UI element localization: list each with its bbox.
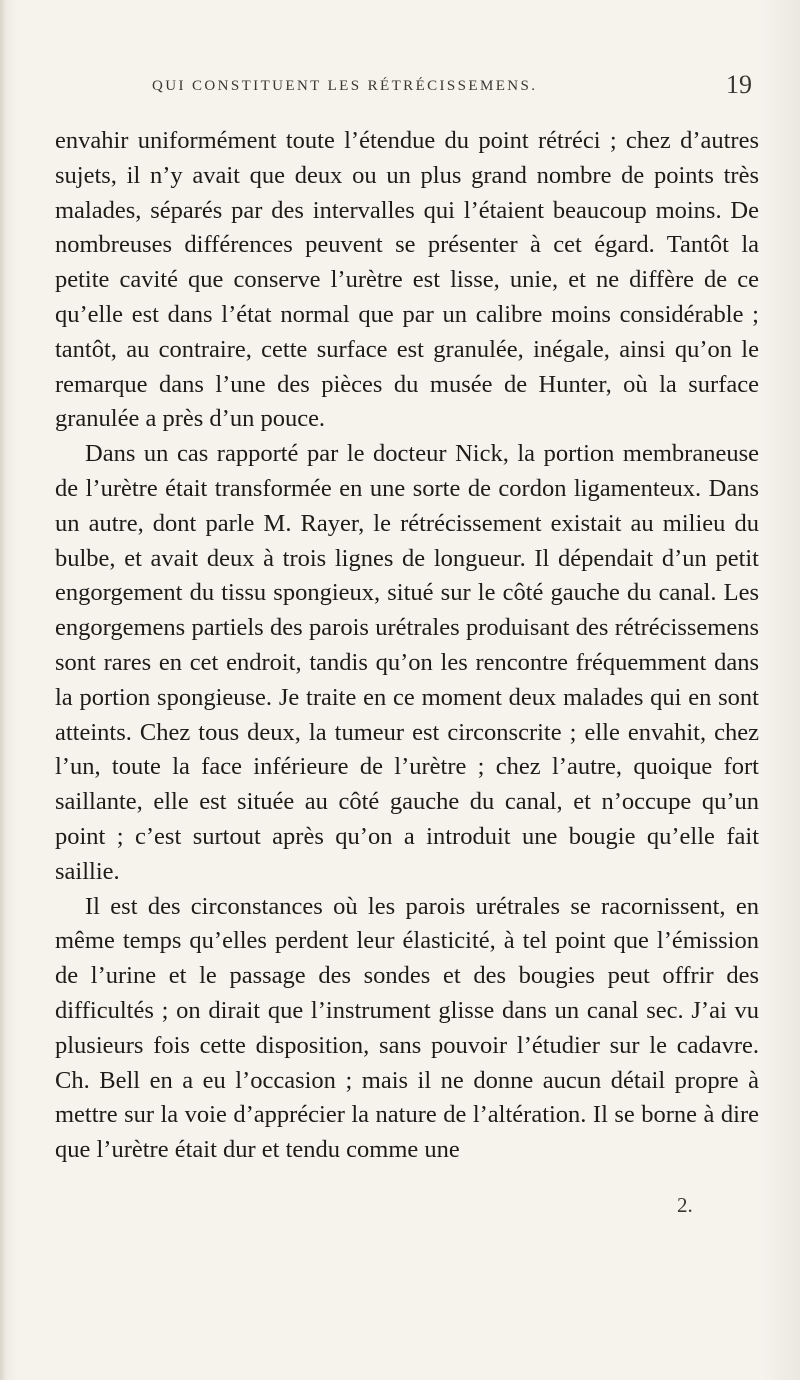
page-header <box>112 70 752 102</box>
page-number: 19 <box>726 70 752 99</box>
running-head: QUI CONSTITUENT LES RÉTRÉCISSEMENS. <box>152 78 538 94</box>
paragraph: Il est des circonstances où les parois urétrales se racornissent, en même temps qu’elles perdent leur élasticité, à tel point que l’émission de l’urine et le passage des sondes et des bougies peut offrir des difficultés ; on dirait que l’instrument glisse dans un canal sec. J’ai vu plusieurs fois cette disposition, sans pouvoir l’étudier sur le cadavre. Ch. Bell en a eu l’occasion ; mais il ne donne aucun détail propre à mettre sur la voie d’apprécier la nature de l’altération. Il se borne à dire que l’urètre était dur et tendu comme une <box>55 892 759 1164</box>
paragraph: Dans un cas rapporté par le docteur Nick, la portion membraneuse de l’urètre était transformée en une sorte de cordon ligamenteux. Dans un autre, dont parle M. Rayer, le rétrécissement existait au milieu du bulbe, et avait deux à trois lignes de longueur. Il dépendait d’un petit engorgement du tissu spongieux, situé sur le côté gauche du canal. Les engorgemens partiels des parois urétrales produisant des rétrécissemens sont rares en cet endroit, tandis qu’on les rencontre fréquemment dans la portion spongieuse. Je traite en ce moment deux malades qui en sont atteints. Chez tous deux, la tumeur est circonscrite ; elle envahit, chez l’un, toute la face inférieure de l’urètre ; chez l’autre, quoique fort saillante, elle est située au côté gauche du canal, et n’occupe qu’un point ; c’est surtout après qu’on a introduit une bougie qu’elle fait saillie. <box>55 440 759 885</box>
signature-mark: 2. <box>677 1193 693 1217</box>
binding-shadow <box>0 0 6 1380</box>
paragraph-continued: envahir uniformément toute l’étendue du point rétréci ; chez d’autres sujets, il n’y avait que deux ou un plus grand nombre de points très malades, séparés par des intervalles qui l’étaient beaucoup moins. De nombreuses différences peuvent se présenter à cet égard. Tantôt la petite cavité que conserve l’urètre est lisse, unie, et ne diffère de ce qu’elle est dans l’état normal que par un calibre moins considérable ; tantôt, au contraire, cette surface est granulée, inégale, ainsi qu’on le remarque dans l’une des pièces du musée de Hunter, où la surface granulée a près d’un pouce. <box>55 127 759 433</box>
body-text <box>55 124 759 1168</box>
